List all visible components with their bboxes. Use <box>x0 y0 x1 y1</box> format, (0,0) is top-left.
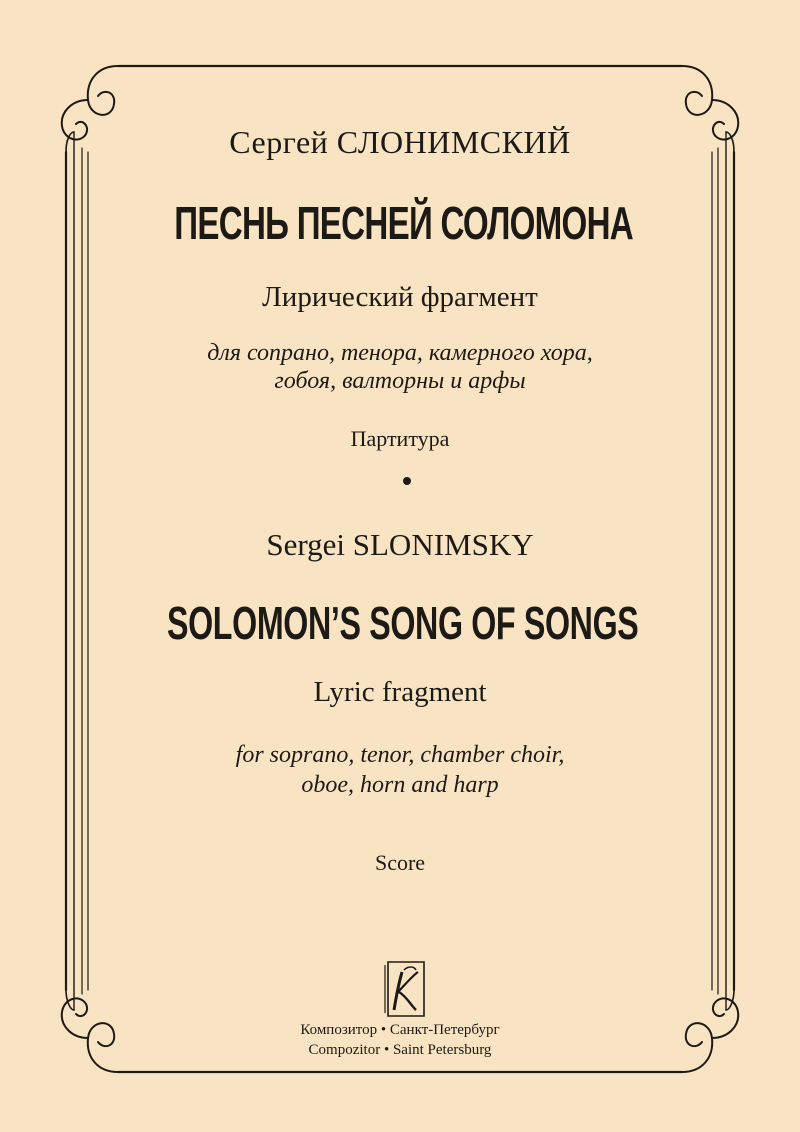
score-label-ru: Партитура <box>350 426 450 451</box>
publisher-line-en: Compozitor • Saint Petersburg <box>308 1042 492 1058</box>
score-label-en: Score <box>374 850 426 875</box>
section-divider-dot <box>403 477 411 485</box>
instrumentation-ru-line1: для сопрано, тенора, камерного хора, <box>207 340 593 366</box>
work-title-ru: ПЕСНЬ ПЕСНЕЙ СОЛОМОНА <box>174 197 633 249</box>
publisher-line-ru: Композитор • Санкт-Петербург <box>300 1022 500 1038</box>
instrumentation-ru-line2: гобоя, валторны и арфы <box>274 368 526 394</box>
instrumentation-en-line1: for soprano, tenor, chamber choir, <box>235 742 565 768</box>
work-subtitle-ru: Лирический фрагмент <box>262 281 538 313</box>
publisher-k-logo-icon <box>384 960 428 1018</box>
composer-name-en: Sergei SLONIMSKY <box>266 527 534 562</box>
instrumentation-en-line2: oboe, horn and harp <box>301 772 499 798</box>
work-title-en: SOLOMON’S SONG OF SONGS <box>166 597 639 649</box>
composer-name-ru: Сергей СЛОНИМСКИЙ <box>229 124 571 160</box>
work-subtitle-en: Lyric fragment <box>313 676 487 708</box>
